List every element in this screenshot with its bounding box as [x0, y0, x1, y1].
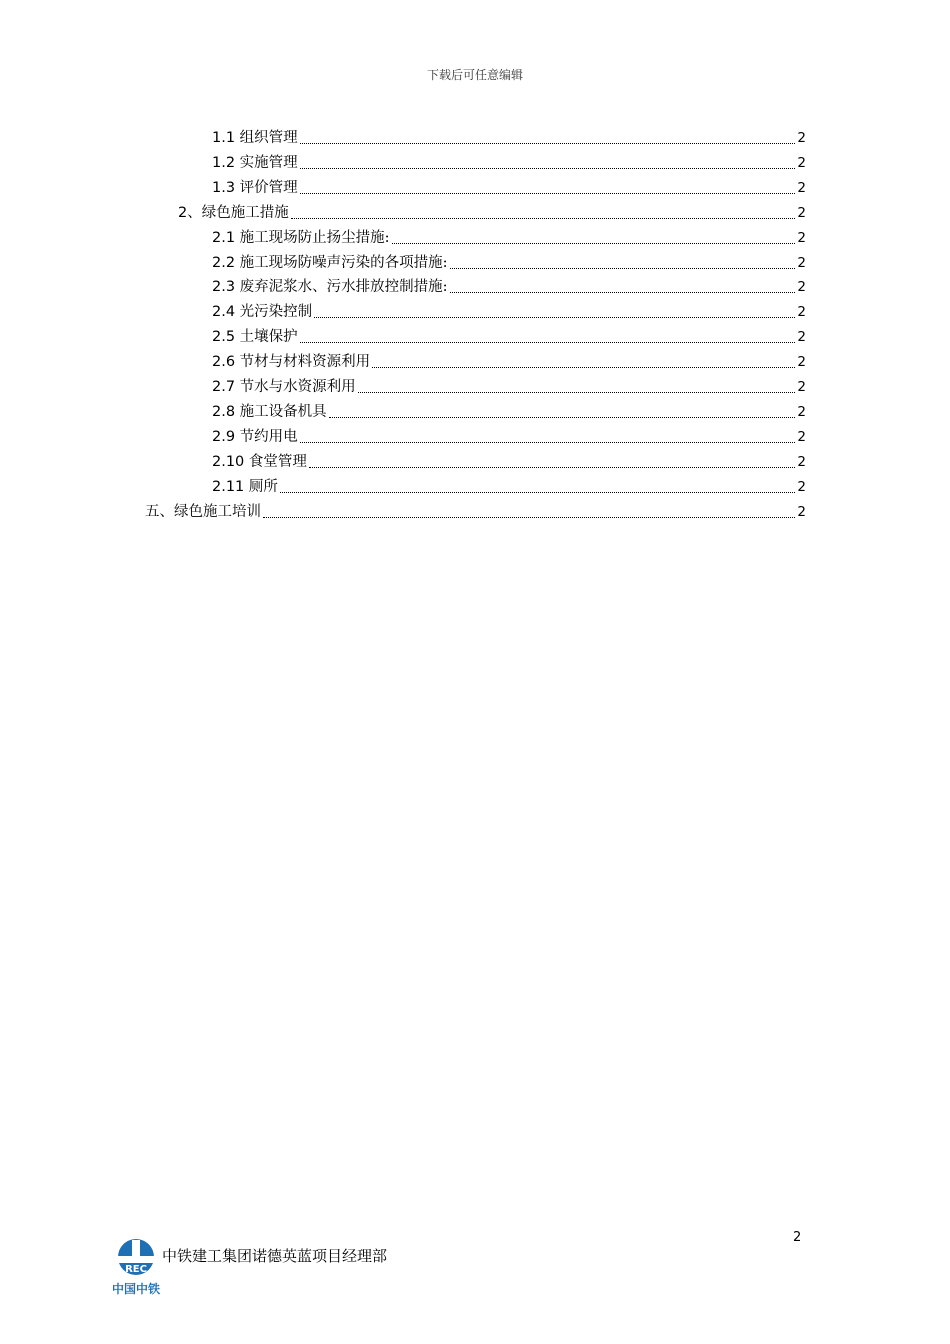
toc-leader-dots	[300, 189, 796, 194]
toc-entry-text: 废弃泥浆水、污水排放控制措施:	[239, 279, 448, 296]
toc-entry-label	[212, 253, 448, 273]
toc-entry[interactable]	[212, 325, 806, 347]
toc-entry-page: 2	[797, 254, 806, 271]
toc-entry-number: 1.2	[212, 154, 236, 171]
toc-entry[interactable]	[212, 226, 806, 248]
toc-entry-text: 节约用电	[239, 428, 298, 445]
toc-entry-label	[178, 203, 289, 223]
toc-entry-label	[212, 477, 278, 497]
toc-entry-text: 节水与水资源利用	[239, 379, 356, 395]
toc-leader-dots	[300, 164, 796, 169]
toc-leader-dots	[291, 214, 796, 219]
toc-entry[interactable]	[212, 350, 806, 372]
toc-entry-page: 2	[797, 179, 806, 196]
toc-entry-label	[212, 302, 312, 322]
toc-entry-text: 光污染控制	[239, 304, 313, 321]
toc-entry-label	[212, 153, 298, 173]
toc-entry-label	[212, 377, 356, 397]
toc-entry-label	[212, 128, 298, 148]
toc-entry[interactable]	[212, 450, 806, 472]
page-number: 2	[793, 1230, 802, 1245]
toc-entry-text: 厕所	[248, 478, 278, 495]
toc-leader-dots	[300, 139, 796, 144]
toc-entry-page: 2	[797, 130, 806, 146]
toc-entry[interactable]	[145, 500, 806, 522]
toc-entry-page: 2	[797, 154, 806, 171]
toc-entry[interactable]	[178, 201, 806, 223]
toc-entry-number: 2.4	[212, 304, 236, 321]
toc-entry-page: 2	[797, 329, 806, 346]
toc-entry[interactable]	[212, 375, 806, 397]
toc-leader-dots	[358, 388, 796, 393]
logo-emblem-text: REC	[125, 1264, 147, 1275]
toc-entry-page: 2	[797, 279, 806, 296]
toc-entry-number: 1.1	[212, 130, 236, 146]
toc-leader-dots	[280, 488, 796, 493]
toc-entry-label	[212, 228, 390, 248]
toc-entry-text: 施工设备机具	[239, 403, 327, 420]
toc-entry-label	[212, 277, 448, 297]
toc-entry-page: 2	[797, 478, 806, 495]
toc-entry-number: 2.2	[212, 254, 236, 271]
header-note: 下载后可任意编辑	[426, 68, 523, 82]
toc-entry-label	[212, 452, 307, 472]
toc-entry-number: 2.5	[212, 329, 236, 346]
toc-leader-dots	[263, 513, 795, 518]
logo-caption: 中国中铁	[111, 1282, 161, 1296]
toc-entry-number: 2.6	[212, 354, 236, 371]
toc-entry-page: 2	[797, 503, 806, 520]
toc-entry-page: 2	[797, 403, 806, 420]
toc-entry-label	[212, 352, 370, 372]
toc-leader-dots	[300, 438, 796, 443]
toc-entry-label	[145, 502, 261, 522]
toc-entry-text: 施工现场防噪声污染的各项措施:	[239, 254, 448, 271]
toc-entry-text: 五、绿色施工培训	[145, 503, 261, 520]
toc-entry-page: 2	[797, 229, 806, 246]
toc-leader-dots	[372, 363, 795, 368]
toc-entry[interactable]	[212, 176, 806, 198]
toc-entry-number: 2.8	[212, 403, 236, 420]
footer-org-name: 中铁建工集团诺德英蓝项目经理部	[162, 1247, 388, 1265]
toc-entry-page: 2	[797, 379, 806, 395]
toc-leader-dots	[450, 264, 796, 269]
toc-entry-text: 食堂管理	[248, 453, 307, 470]
toc-entry-label	[212, 178, 298, 198]
toc-entry[interactable]	[212, 126, 806, 148]
toc-entry[interactable]	[212, 400, 806, 422]
toc-entry[interactable]	[212, 475, 806, 497]
toc-leader-dots	[450, 288, 796, 293]
toc-entry-number: 2、	[178, 204, 202, 221]
toc-entry-page: 2	[797, 354, 806, 371]
toc-entry[interactable]	[212, 300, 806, 322]
logo-rail	[132, 1240, 140, 1260]
toc-entry-text: 绿色施工措施	[201, 204, 289, 221]
toc-leader-dots	[300, 338, 796, 343]
toc-entry-text: 施工现场防止扬尘措施:	[239, 229, 390, 246]
toc-entry-page: 2	[797, 453, 806, 470]
toc-entry-page: 2	[797, 428, 806, 445]
toc-entry-number: 2.1	[212, 229, 236, 246]
toc-entry[interactable]	[212, 151, 806, 173]
toc-leader-dots	[329, 413, 796, 418]
toc-leader-dots	[392, 239, 796, 244]
toc-entry-number: 2.9	[212, 428, 236, 445]
toc-entry-text: 实施管理	[239, 154, 298, 171]
toc-entry-number: 2.3	[212, 279, 236, 296]
toc-entry-label	[212, 327, 298, 347]
toc-entry-label	[212, 427, 298, 447]
toc-leader-dots	[314, 313, 795, 318]
toc-entry[interactable]	[212, 251, 806, 273]
toc-entry-text: 土壤保护	[239, 329, 298, 346]
toc-entry-label	[212, 402, 327, 422]
toc-entry-text: 评价管理	[239, 179, 298, 196]
toc-entry-number: 2.7	[212, 379, 236, 395]
toc-entry-page: 2	[797, 204, 806, 221]
toc-entry[interactable]	[212, 425, 806, 447]
toc-entry-number: 1.3	[212, 179, 236, 196]
toc-entry-text: 组织管理	[239, 130, 298, 146]
crcc-logo-icon	[106, 1236, 168, 1298]
toc-entry[interactable]	[212, 275, 806, 297]
toc-entry-number: 2.11	[212, 478, 245, 495]
toc-entry-text: 节材与材料资源利用	[239, 354, 371, 371]
toc-leader-dots	[309, 463, 796, 468]
toc-entry-number: 2.10	[212, 453, 245, 470]
toc-entry-page: 2	[797, 304, 806, 321]
